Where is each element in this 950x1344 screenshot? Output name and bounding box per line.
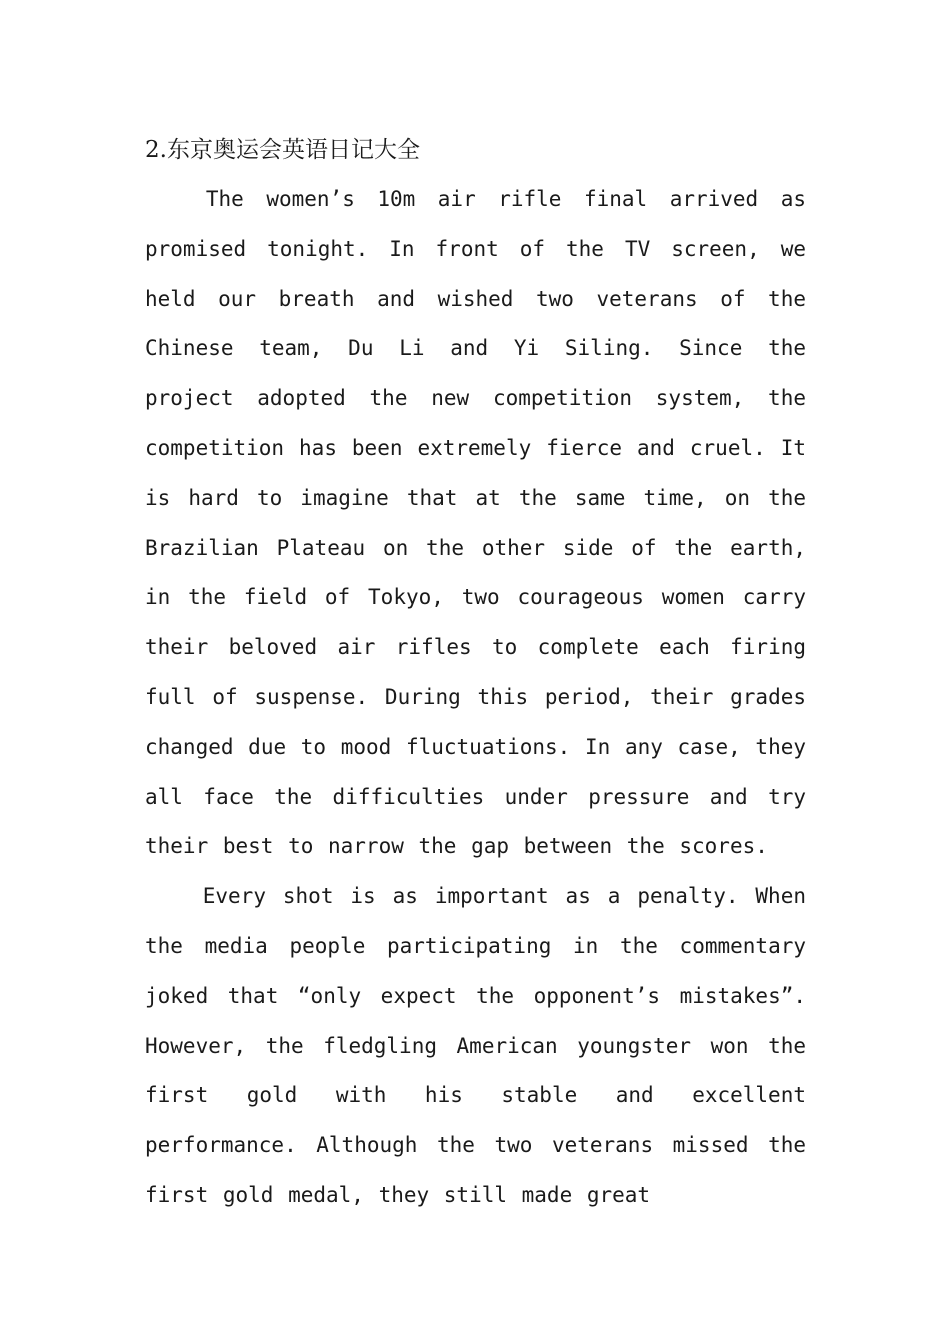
paragraph-1: The women’s 10m air rifle final arrived as promised tonight. In front of the TV screen, we held our breath and wished two veterans of the Chinese team, Du Li and Yi Siling. Since the project adopted the new competition system, the competition has been extremely fierce and cruel. It is hard to imagine that at the same time, on the Brazilian Plateau on the other side of the earth, in the field of Tokyo, two courageous women carry their beloved air rifles to complete each firing full of suspense. During this period, their grades changed due to mood fluctuations. In any case, they all face the difficulties under pressure and try their best to narrow the gap between the scores. bbox=[145, 187, 806, 859]
document-body bbox=[145, 125, 806, 1221]
paragraph-2: Every shot is as important as a penalty. When the media people participating in the commentary joked that “only expect the opponent’s mistakes”. However, the fledgling American youngster won the first gold with his stable and excellent performance. Although the two veterans missed the first gold medal, they still made great bbox=[145, 884, 806, 1207]
section-heading: 2.东京奥运会英语日记大全 bbox=[145, 137, 420, 163]
